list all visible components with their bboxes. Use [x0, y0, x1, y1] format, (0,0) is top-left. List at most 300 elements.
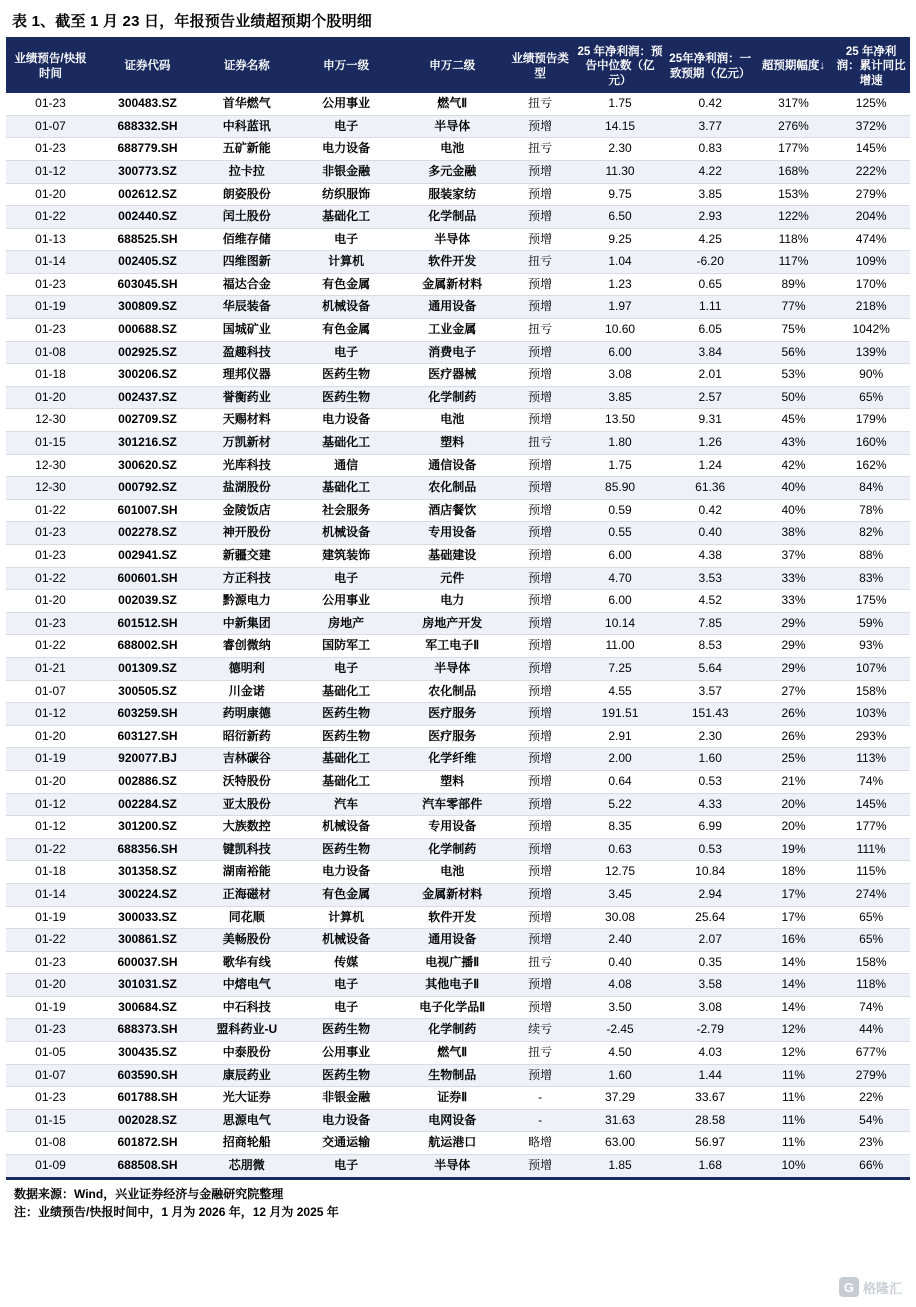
table-row	[6, 996, 910, 1019]
cell-sw-level1: 医药生物	[294, 1019, 399, 1042]
cell-beat-magnitude: 45%	[755, 409, 833, 432]
cell-sw-level1: 交通运输	[294, 1132, 399, 1155]
cell-consensus: 5.64	[666, 657, 755, 680]
cell-consensus: 1.68	[666, 1155, 755, 1177]
cell-announce-date: 01-20	[6, 590, 95, 613]
table-row	[6, 816, 910, 839]
cell-yoy-growth: 474%	[832, 228, 910, 251]
cell-forecast-median: 10.14	[574, 612, 665, 635]
cell-security-name: 康辰药业	[200, 1064, 294, 1087]
cell-forecast-median: 1.75	[574, 454, 665, 477]
cell-ticker: 300435.SZ	[95, 1042, 200, 1065]
cell-sw-level2: 医疗服务	[399, 703, 506, 726]
table-row	[6, 1087, 910, 1110]
cell-announce-date: 01-19	[6, 748, 95, 771]
cell-sw-level1: 电子	[294, 657, 399, 680]
cell-sw-level1: 传媒	[294, 951, 399, 974]
cell-forecast-median: 4.08	[574, 974, 665, 997]
cell-ticker: 600037.SH	[95, 951, 200, 974]
cell-beat-magnitude: 29%	[755, 612, 833, 635]
cell-sw-level1: 基础化工	[294, 748, 399, 771]
cell-beat-magnitude: 153%	[755, 183, 833, 206]
cell-forecast-type: 预增	[506, 725, 574, 748]
cell-security-name: 光库科技	[200, 454, 294, 477]
cell-sw-level1: 公用事业	[294, 93, 399, 115]
cell-sw-level1: 基础化工	[294, 477, 399, 500]
cell-sw-level2: 化学制药	[399, 386, 506, 409]
cell-announce-date: 01-14	[6, 251, 95, 274]
cell-ticker: 002709.SZ	[95, 409, 200, 432]
cell-consensus: 0.65	[666, 273, 755, 296]
cell-forecast-median: 85.90	[574, 477, 665, 500]
cell-announce-date: 01-22	[6, 838, 95, 861]
cell-forecast-median: 37.29	[574, 1087, 665, 1110]
cell-forecast-median: 191.51	[574, 703, 665, 726]
cell-yoy-growth: 22%	[832, 1087, 910, 1110]
cell-sw-level1: 医药生物	[294, 1064, 399, 1087]
cell-announce-date: 01-12	[6, 160, 95, 183]
cell-forecast-median: 3.08	[574, 364, 665, 387]
cell-consensus: 1.11	[666, 296, 755, 319]
cell-yoy-growth: 59%	[832, 612, 910, 635]
cell-sw-level1: 电子	[294, 115, 399, 138]
cell-consensus: 9.31	[666, 409, 755, 432]
cell-announce-date: 01-20	[6, 386, 95, 409]
cell-beat-magnitude: 118%	[755, 228, 833, 251]
table-row	[6, 1109, 910, 1132]
cell-beat-magnitude: 75%	[755, 319, 833, 342]
cell-yoy-growth: 109%	[832, 251, 910, 274]
cell-sw-level2: 化学制品	[399, 206, 506, 229]
cell-sw-level2: 证券Ⅱ	[399, 1087, 506, 1110]
cell-sw-level2: 军工电子Ⅱ	[399, 635, 506, 658]
cell-beat-magnitude: 77%	[755, 296, 833, 319]
cell-yoy-growth: 118%	[832, 974, 910, 997]
cell-announce-date: 01-07	[6, 680, 95, 703]
cell-security-name: 川金诺	[200, 680, 294, 703]
cell-sw-level2: 电池	[399, 409, 506, 432]
cell-yoy-growth: 113%	[832, 748, 910, 771]
cell-announce-date: 12-30	[6, 454, 95, 477]
cell-sw-level2: 电子化学品Ⅱ	[399, 996, 506, 1019]
cell-forecast-type: 预增	[506, 838, 574, 861]
cell-yoy-growth: 44%	[832, 1019, 910, 1042]
cell-announce-date: 01-12	[6, 793, 95, 816]
cell-security-name: 歌华有线	[200, 951, 294, 974]
cell-sw-level2: 其他电子Ⅱ	[399, 974, 506, 997]
cell-forecast-median: 3.85	[574, 386, 665, 409]
cell-consensus: 3.57	[666, 680, 755, 703]
cell-sw-level1: 机械设备	[294, 816, 399, 839]
cell-forecast-median: 31.63	[574, 1109, 665, 1132]
cell-announce-date: 01-05	[6, 1042, 95, 1065]
cell-announce-date: 01-20	[6, 770, 95, 793]
cell-sw-level1: 汽车	[294, 793, 399, 816]
cell-forecast-median: 2.30	[574, 138, 665, 161]
cell-forecast-median: 11.30	[574, 160, 665, 183]
cell-sw-level1: 医药生物	[294, 364, 399, 387]
table-row	[6, 906, 910, 929]
table-row	[6, 567, 910, 590]
cell-consensus: 4.33	[666, 793, 755, 816]
cell-security-name: 万凯新材	[200, 432, 294, 455]
watermark-text: 格隆汇	[862, 1280, 902, 1296]
cell-consensus: 2.01	[666, 364, 755, 387]
cell-forecast-median: 0.63	[574, 838, 665, 861]
cell-sw-level2: 服装家纺	[399, 183, 506, 206]
cell-ticker: 301031.SZ	[95, 974, 200, 997]
cell-consensus: 3.58	[666, 974, 755, 997]
cell-ticker: 920077.BJ	[95, 748, 200, 771]
cell-sw-level1: 电子	[294, 567, 399, 590]
cell-sw-level1: 电子	[294, 1155, 399, 1177]
cell-forecast-type: 略增	[506, 1132, 574, 1155]
cell-sw-level2: 半导体	[399, 228, 506, 251]
table-row	[6, 1132, 910, 1155]
cell-security-name: 美畅股份	[200, 929, 294, 952]
cell-sw-level1: 机械设备	[294, 522, 399, 545]
cell-forecast-median: 8.35	[574, 816, 665, 839]
cell-consensus: 4.52	[666, 590, 755, 613]
cell-sw-level2: 软件开发	[399, 906, 506, 929]
cell-security-name: 吉林碳谷	[200, 748, 294, 771]
cell-forecast-median: 6.00	[574, 341, 665, 364]
cell-security-name: 福达合金	[200, 273, 294, 296]
cell-beat-magnitude: 27%	[755, 680, 833, 703]
table-row	[6, 590, 910, 613]
cell-beat-magnitude: 42%	[755, 454, 833, 477]
cell-sw-level1: 有色金属	[294, 319, 399, 342]
table-row	[6, 748, 910, 771]
cell-consensus: 3.84	[666, 341, 755, 364]
date-note: 注：业绩预告/快报时间中，1 月为 2026 年，12 月为 2025 年	[14, 1204, 339, 1219]
cell-security-name: 盟科药业-U	[200, 1019, 294, 1042]
cell-sw-level2: 房地产开发	[399, 612, 506, 635]
cell-consensus: 7.85	[666, 612, 755, 635]
cell-security-name: 正海磁材	[200, 883, 294, 906]
cell-sw-level2: 电力	[399, 590, 506, 613]
cell-ticker: 300206.SZ	[95, 364, 200, 387]
table-row	[6, 680, 910, 703]
cell-announce-date: 01-20	[6, 974, 95, 997]
cell-beat-magnitude: 317%	[755, 93, 833, 115]
cell-forecast-type: 扭亏	[506, 138, 574, 161]
cell-forecast-median: 13.50	[574, 409, 665, 432]
cell-yoy-growth: 175%	[832, 590, 910, 613]
cell-consensus: 56.97	[666, 1132, 755, 1155]
cell-ticker: 002941.SZ	[95, 545, 200, 568]
cell-forecast-median: 10.60	[574, 319, 665, 342]
cell-ticker: 603259.SH	[95, 703, 200, 726]
table-row	[6, 296, 910, 319]
cell-yoy-growth: 74%	[832, 770, 910, 793]
cell-ticker: 001309.SZ	[95, 657, 200, 680]
cell-forecast-median: 0.59	[574, 499, 665, 522]
cell-forecast-median: 14.15	[574, 115, 665, 138]
cell-sw-level2: 电池	[399, 138, 506, 161]
cell-sw-level1: 公用事业	[294, 1042, 399, 1065]
cell-consensus: 61.36	[666, 477, 755, 500]
col-header-forecast-type: 业绩预告类型	[506, 40, 574, 93]
cell-yoy-growth: 54%	[832, 1109, 910, 1132]
table-row	[6, 454, 910, 477]
cell-sw-level2: 金属新材料	[399, 273, 506, 296]
cell-announce-date: 01-22	[6, 929, 95, 952]
cell-consensus: 4.38	[666, 545, 755, 568]
watermark-logo-icon: G	[839, 1277, 859, 1297]
cell-forecast-type: 预增	[506, 296, 574, 319]
cell-announce-date: 01-19	[6, 906, 95, 929]
cell-announce-date: 12-30	[6, 477, 95, 500]
cell-beat-magnitude: 14%	[755, 974, 833, 997]
cell-forecast-type: 预增	[506, 929, 574, 952]
col-header-beat-magnitude: 超预期幅度↓	[755, 40, 833, 93]
cell-forecast-type: -	[506, 1109, 574, 1132]
cell-security-name: 睿创微纳	[200, 635, 294, 658]
cell-consensus: 3.85	[666, 183, 755, 206]
cell-beat-magnitude: 18%	[755, 861, 833, 884]
cell-yoy-growth: 66%	[832, 1155, 910, 1177]
cell-forecast-type: 预增	[506, 545, 574, 568]
cell-announce-date: 12-30	[6, 409, 95, 432]
cell-consensus: 2.57	[666, 386, 755, 409]
cell-announce-date: 01-08	[6, 341, 95, 364]
cell-security-name: 中石科技	[200, 996, 294, 1019]
cell-forecast-type: 预增	[506, 770, 574, 793]
cell-forecast-type: 续亏	[506, 1019, 574, 1042]
source-note: 数据来源：Wind，兴业证券经济与金融研究院整理	[14, 1186, 284, 1201]
cell-yoy-growth: 78%	[832, 499, 910, 522]
cell-forecast-type: 预增	[506, 409, 574, 432]
cell-security-name: 思源电气	[200, 1109, 294, 1132]
cell-forecast-type: 预增	[506, 364, 574, 387]
watermark	[839, 1277, 902, 1297]
cell-yoy-growth: 279%	[832, 1064, 910, 1087]
cell-sw-level2: 通信设备	[399, 454, 506, 477]
cell-forecast-median: 2.00	[574, 748, 665, 771]
cell-forecast-median: -2.45	[574, 1019, 665, 1042]
cell-ticker: 300773.SZ	[95, 160, 200, 183]
cell-security-name: 新疆交建	[200, 545, 294, 568]
cell-consensus: 4.25	[666, 228, 755, 251]
cell-consensus: 28.58	[666, 1109, 755, 1132]
cell-sw-level1: 有色金属	[294, 883, 399, 906]
cell-sw-level1: 计算机	[294, 251, 399, 274]
cell-sw-level1: 通信	[294, 454, 399, 477]
cell-security-name: 键凯科技	[200, 838, 294, 861]
cell-sw-level2: 医疗服务	[399, 725, 506, 748]
cell-forecast-median: 2.40	[574, 929, 665, 952]
table-row	[6, 657, 910, 680]
cell-yoy-growth: 1042%	[832, 319, 910, 342]
cell-announce-date: 01-07	[6, 1064, 95, 1087]
cell-forecast-median: 1.97	[574, 296, 665, 319]
cell-sw-level1: 机械设备	[294, 929, 399, 952]
cell-ticker: 688525.SH	[95, 228, 200, 251]
cell-ticker: 002437.SZ	[95, 386, 200, 409]
cell-beat-magnitude: 89%	[755, 273, 833, 296]
cell-consensus: 0.40	[666, 522, 755, 545]
cell-ticker: 300684.SZ	[95, 996, 200, 1019]
cell-security-name: 招商轮船	[200, 1132, 294, 1155]
cell-sw-level2: 半导体	[399, 657, 506, 680]
cell-sw-level2: 农化制品	[399, 680, 506, 703]
cell-announce-date: 01-19	[6, 296, 95, 319]
cell-ticker: 603127.SH	[95, 725, 200, 748]
cell-beat-magnitude: 33%	[755, 590, 833, 613]
cell-security-name: 中新集团	[200, 612, 294, 635]
table-header	[6, 40, 910, 93]
cell-yoy-growth: 23%	[832, 1132, 910, 1155]
cell-forecast-median: 0.40	[574, 951, 665, 974]
cell-forecast-type: 预增	[506, 183, 574, 206]
cell-forecast-type: 预增	[506, 1155, 574, 1177]
cell-sw-level1: 基础化工	[294, 206, 399, 229]
cell-yoy-growth: 82%	[832, 522, 910, 545]
cell-yoy-growth: 279%	[832, 183, 910, 206]
table-header-row	[6, 40, 910, 93]
cell-security-name: 闰土股份	[200, 206, 294, 229]
cell-sw-level1: 纺织服饰	[294, 183, 399, 206]
cell-ticker: 300620.SZ	[95, 454, 200, 477]
table-row	[6, 612, 910, 635]
table-row	[6, 138, 910, 161]
cell-beat-magnitude: 10%	[755, 1155, 833, 1177]
cell-forecast-median: 9.75	[574, 183, 665, 206]
cell-security-name: 天赐材料	[200, 409, 294, 432]
cell-sw-level2: 电视广播Ⅱ	[399, 951, 506, 974]
cell-forecast-type: 预增	[506, 906, 574, 929]
cell-beat-magnitude: 25%	[755, 748, 833, 771]
cell-consensus: 151.43	[666, 703, 755, 726]
cell-beat-magnitude: 50%	[755, 386, 833, 409]
cell-yoy-growth: 139%	[832, 341, 910, 364]
cell-forecast-type: 预增	[506, 883, 574, 906]
cell-yoy-growth: 125%	[832, 93, 910, 115]
cell-announce-date: 01-23	[6, 545, 95, 568]
cell-sw-level1: 公用事业	[294, 590, 399, 613]
cell-sw-level2: 专用设备	[399, 816, 506, 839]
cell-consensus: 25.64	[666, 906, 755, 929]
cell-yoy-growth: 372%	[832, 115, 910, 138]
cell-sw-level2: 通用设备	[399, 296, 506, 319]
cell-forecast-type: 预增	[506, 816, 574, 839]
cell-sw-level2: 燃气Ⅱ	[399, 93, 506, 115]
cell-beat-magnitude: 19%	[755, 838, 833, 861]
cell-consensus: 0.35	[666, 951, 755, 974]
cell-ticker: 300483.SZ	[95, 93, 200, 115]
cell-forecast-median: 4.55	[574, 680, 665, 703]
cell-yoy-growth: 204%	[832, 206, 910, 229]
cell-security-name: 誉衡药业	[200, 386, 294, 409]
cell-security-name: 理邦仪器	[200, 364, 294, 387]
cell-forecast-type: 扭亏	[506, 319, 574, 342]
table-row	[6, 838, 910, 861]
cell-announce-date: 01-23	[6, 319, 95, 342]
cell-announce-date: 01-22	[6, 635, 95, 658]
cell-beat-magnitude: 168%	[755, 160, 833, 183]
cell-forecast-median: 1.85	[574, 1155, 665, 1177]
cell-forecast-type: 预增	[506, 612, 574, 635]
cell-forecast-type: 预增	[506, 1064, 574, 1087]
cell-sw-level1: 医药生物	[294, 703, 399, 726]
cell-announce-date: 01-13	[6, 228, 95, 251]
cell-sw-level2: 生物制品	[399, 1064, 506, 1087]
cell-announce-date: 01-21	[6, 657, 95, 680]
cell-consensus: 1.44	[666, 1064, 755, 1087]
table-row	[6, 883, 910, 906]
cell-sw-level2: 航运港口	[399, 1132, 506, 1155]
cell-sw-level1: 电力设备	[294, 409, 399, 432]
cell-security-name: 方正科技	[200, 567, 294, 590]
footer	[6, 1180, 910, 1223]
cell-consensus: 2.93	[666, 206, 755, 229]
cell-forecast-type: 预增	[506, 454, 574, 477]
cell-sw-level2: 半导体	[399, 115, 506, 138]
cell-announce-date: 01-23	[6, 93, 95, 115]
cell-forecast-type: 预增	[506, 477, 574, 500]
table-row	[6, 793, 910, 816]
cell-security-name: 昭衍新药	[200, 725, 294, 748]
cell-announce-date: 01-20	[6, 725, 95, 748]
cell-beat-magnitude: 11%	[755, 1064, 833, 1087]
cell-yoy-growth: 65%	[832, 386, 910, 409]
table-row	[6, 115, 910, 138]
cell-beat-magnitude: 20%	[755, 816, 833, 839]
cell-announce-date: 01-19	[6, 996, 95, 1019]
cell-beat-magnitude: 37%	[755, 545, 833, 568]
cell-forecast-type: 预增	[506, 680, 574, 703]
cell-forecast-type: 预增	[506, 793, 574, 816]
cell-yoy-growth: 170%	[832, 273, 910, 296]
cell-forecast-median: 3.45	[574, 883, 665, 906]
cell-announce-date: 01-12	[6, 816, 95, 839]
cell-beat-magnitude: 40%	[755, 499, 833, 522]
col-header-sw-level2: 申万二级	[399, 40, 506, 93]
cell-sw-level1: 电子	[294, 228, 399, 251]
cell-security-name: 大族数控	[200, 816, 294, 839]
cell-forecast-type: -	[506, 1087, 574, 1110]
cell-sw-level2: 医疗器械	[399, 364, 506, 387]
cell-ticker: 601872.SH	[95, 1132, 200, 1155]
cell-sw-level2: 基础建设	[399, 545, 506, 568]
cell-yoy-growth: 162%	[832, 454, 910, 477]
table-row	[6, 206, 910, 229]
cell-security-name: 芯朋微	[200, 1155, 294, 1177]
col-header-security-name: 证券名称	[200, 40, 294, 93]
cell-forecast-type: 扭亏	[506, 251, 574, 274]
cell-yoy-growth: 88%	[832, 545, 910, 568]
earnings-table	[6, 40, 910, 1177]
cell-yoy-growth: 90%	[832, 364, 910, 387]
cell-announce-date: 01-07	[6, 115, 95, 138]
cell-consensus: -2.79	[666, 1019, 755, 1042]
cell-forecast-type: 预增	[506, 499, 574, 522]
cell-ticker: 301216.SZ	[95, 432, 200, 455]
cell-security-name: 黔源电力	[200, 590, 294, 613]
cell-security-name: 中熔电气	[200, 974, 294, 997]
cell-beat-magnitude: 29%	[755, 657, 833, 680]
cell-yoy-growth: 111%	[832, 838, 910, 861]
table-row	[6, 929, 910, 952]
table-row	[6, 273, 910, 296]
cell-yoy-growth: 145%	[832, 138, 910, 161]
cell-announce-date: 01-18	[6, 861, 95, 884]
cell-yoy-growth: 274%	[832, 883, 910, 906]
table-row	[6, 725, 910, 748]
cell-beat-magnitude: 276%	[755, 115, 833, 138]
cell-announce-date: 01-23	[6, 1087, 95, 1110]
